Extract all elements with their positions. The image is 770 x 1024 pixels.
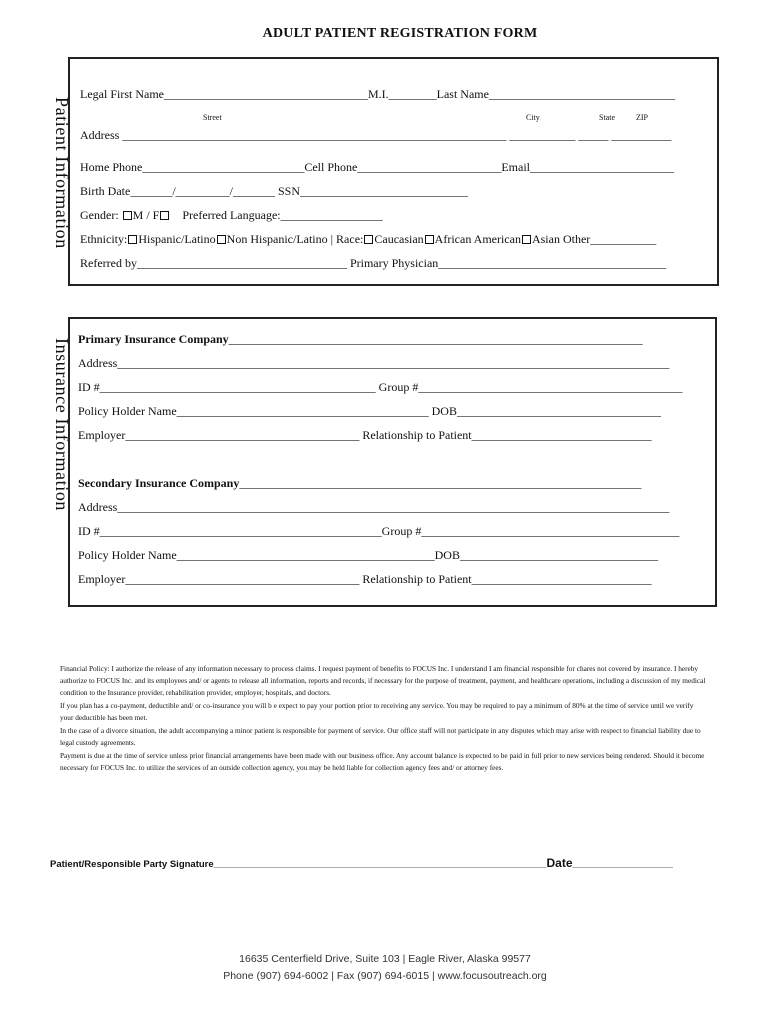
footer-address: 16635 Centerfield Drive, Suite 103 | Eagle River, Alaska 99577: [239, 953, 531, 965]
non-hispanic-label: Non Hispanic/Latino: [226, 232, 328, 246]
policy-paragraph: Financial Policy: I authorize the release of any information necessary to process claims. I request payment of benefits to FOCUS Inc. I understand I am financial responsible for chares not covered by insurance. I hereby authorize to FOCUS Inc. and its employees and/ or agents to release all information, reports and records, if necessary for the purpose of treatment, payment, and healthcare operations, including a discussion of my medical condition to the Insurance provider, rehabilitation provider, employer, hospitals, and doctors.: [60, 664, 706, 697]
financial-policy: [60, 663, 708, 775]
gender-option-label: M / F: [132, 208, 160, 222]
policy-paragraph: In the case of a divorce situation, the adult accompanying a minor patient is responsible for payment of service. Our office staff will not participate in any disputes which may arise with respect to financial liability due to legal custody agreements.: [60, 726, 701, 747]
secondary-insurance-label: Secondary Insurance Company: [78, 476, 240, 490]
ethnicity-race-line: [80, 232, 656, 247]
preferred-language-field[interactable]: Preferred Language:_________________: [182, 208, 383, 222]
signature-row: [50, 856, 673, 870]
primary-employer-line[interactable]: Employer_______________________________________ Relationship to Patient______________________________: [78, 428, 652, 442]
asian-label: Asian: [531, 232, 560, 246]
address-sub-state: State: [599, 113, 615, 122]
hispanic-label: Hispanic/Latino: [138, 232, 216, 246]
african-american-label: African American: [434, 232, 521, 246]
policy-paragraph: Payment is due at the time of service unless prior financial arrangements have been made with our business office. Any account balance is expected to be paid in full prior to new services being rendered. Should it become necessary for FOCUS Inc. to utilize the services of an outside collection agency, you may be held liable for collection agency fees and/ or attorney fees.: [60, 751, 705, 772]
signature-field[interactable]: _______________________________________________________________: [213, 859, 547, 870]
date-field[interactable]: ___________________: [572, 859, 673, 870]
primary-address-line[interactable]: Address____________________________________________________________________________________________: [78, 356, 670, 370]
address-sub-zip: ZIP: [636, 113, 648, 122]
primary-insurance-line[interactable]: [78, 332, 643, 347]
primary-holder-dob-line[interactable]: Policy Holder Name__________________________________________ DOB__________________________________: [78, 404, 661, 418]
gender-language-line: [80, 208, 383, 223]
race-other-field[interactable]: Other___________: [559, 232, 657, 246]
race-label: | Race:: [327, 232, 364, 246]
date-label: Date: [546, 856, 573, 870]
asian-checkbox[interactable]: [522, 235, 531, 244]
birth-ssn-line[interactable]: Birth Date_______/_________/_______ SSN____________________________: [80, 184, 469, 198]
address-sub-city: City: [526, 113, 540, 122]
secondary-insurance-field[interactable]: ___________________________________________________________________: [239, 476, 642, 490]
address-sub-street: Street: [203, 113, 222, 122]
phone-email-line[interactable]: Home Phone___________________________Cell Phone________________________Email________________________: [80, 160, 674, 174]
policy-paragraph: If you plan has a co-payment, deductible and/ or co-insurance you will b e expect to pay your portion prior to receiving any service. You may be required to pay a minimum of 80% at the time of service until we verify your deductible has been met.: [60, 701, 694, 722]
form-title: ADULT PATIENT REGISTRATION FORM: [262, 26, 538, 41]
gender-f-checkbox[interactable]: [160, 211, 169, 220]
african-american-checkbox[interactable]: [425, 235, 434, 244]
gender-m-checkbox[interactable]: [123, 211, 132, 220]
patient-section-label: Patient Information: [52, 97, 72, 249]
primary-insurance-label: Primary Insurance Company: [78, 332, 229, 346]
primary-id-group-line[interactable]: ID #______________________________________________ Group #____________________________________________: [78, 380, 683, 394]
footer-contact: Phone (907) 694-6002 | Fax (907) 694-6015 | www.focusoutreach.org: [223, 970, 547, 982]
caucasian-label: Caucasian: [374, 232, 424, 246]
gender-label: Gender:: [80, 208, 119, 222]
referral-physician-line[interactable]: Referred by___________________________________ Primary Physician______________________________________: [80, 256, 667, 270]
secondary-id-group-line[interactable]: ID #_______________________________________________Group #___________________________________________: [78, 524, 680, 538]
secondary-address-line[interactable]: Address____________________________________________________________________________________________: [78, 500, 670, 514]
secondary-holder-dob-line[interactable]: Policy Holder Name___________________________________________DOB_________________________________: [78, 548, 658, 562]
caucasian-checkbox[interactable]: [364, 235, 373, 244]
insurance-section-label: Insurance Information: [52, 338, 72, 512]
hispanic-checkbox[interactable]: [128, 235, 137, 244]
primary-insurance-field[interactable]: _____________________________________________________________________: [228, 332, 643, 346]
ethnicity-label: Ethnicity:: [80, 232, 128, 246]
secondary-insurance-line[interactable]: [78, 476, 641, 491]
non-hispanic-checkbox[interactable]: [217, 235, 226, 244]
legal-name-line[interactable]: Legal First Name__________________________________M.I.________Last Name_______________________________: [80, 87, 675, 101]
address-line[interactable]: Address ________________________________________________________________ ___________ _____ __________: [80, 128, 672, 142]
signature-label: Patient/Responsible Party Signature: [50, 859, 214, 870]
secondary-employer-line[interactable]: Employer_______________________________________ Relationship to Patient______________________________: [78, 572, 652, 586]
